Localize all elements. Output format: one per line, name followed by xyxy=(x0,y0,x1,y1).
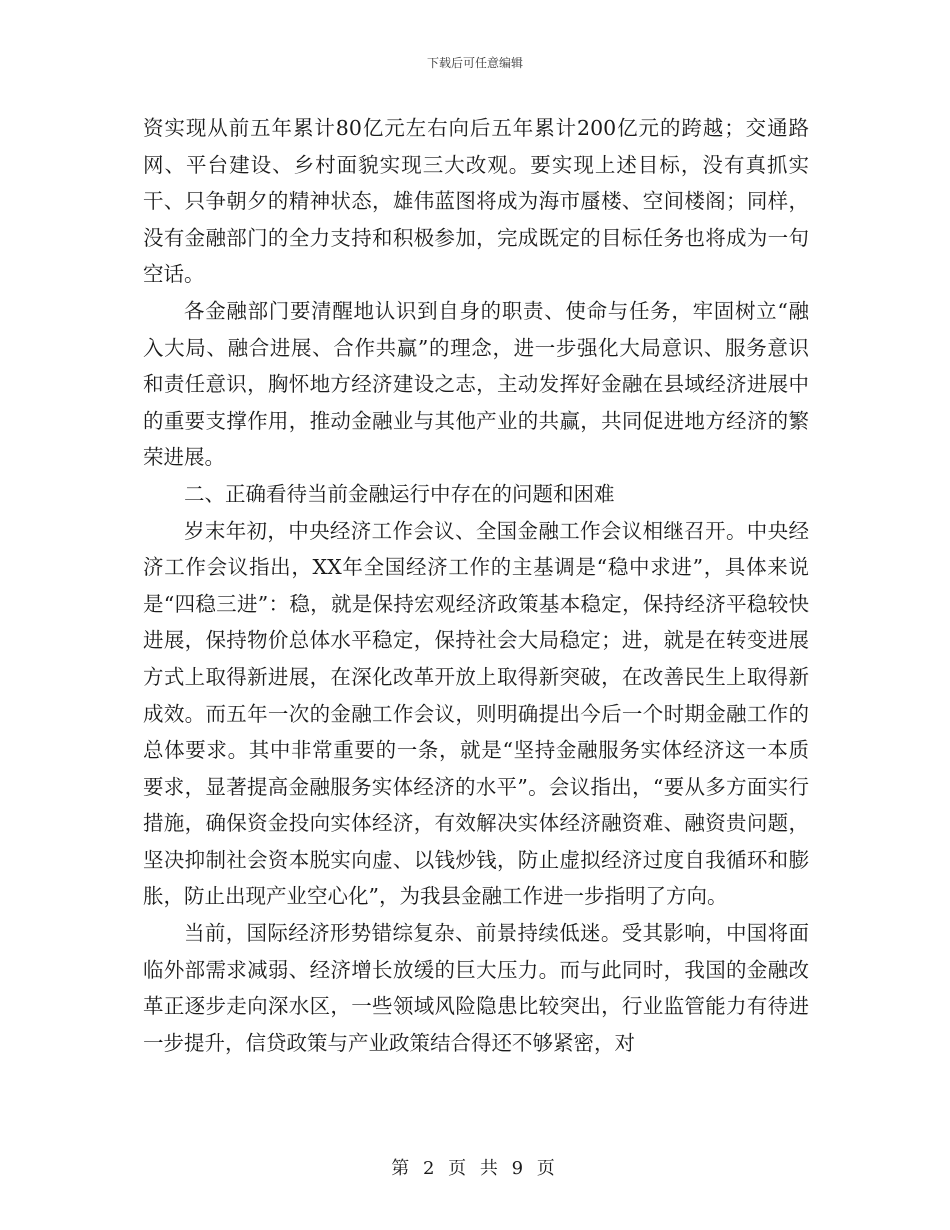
paragraph-continued: 资实现从前五年累计80亿元左右向后五年累计200亿元的跨越；交通路网、平台建设、乡村面貌实现三大改观。要实现上述目标，没有真抓实干、只争朝夕的精神状态，雄伟蓝图将成为海市蜃楼、空间楼阁；同样，没有金融部门的全力支持和积极参加，完成既定的目标任务也将成为一句空话。 xyxy=(143,116,809,287)
document-body xyxy=(143,110,809,1061)
paragraph: 当前，国际经济形势错综复杂、前景持续低迷。受其影响，中国将面临外部需求减弱、经济增长放缓的巨大压力。而与此同时，我国的金融改革正逐步走向深水区，一些领域风险隐患比较突出，行业监管能力有待进一步提升，信贷政策与产业政策结合得还不够紧密，对 xyxy=(143,921,809,1055)
paragraph: 各金融部门要清醒地认识到自身的职责、使命与任务，牢固树立“融入大局、融合进展、合作共赢”的理念，进一步强化大局意识、服务意识和责任意识，胸怀地方经济建设之志，主动发挥好金融在县域经济进展中的重要支撑作用，推动金融业与其他产业的共赢，共同促进地方经济的繁荣进展。 xyxy=(143,298,809,470)
page-header: 下载后可任意编辑 xyxy=(426,56,523,70)
section-heading: 二、正确看待当前金融运行中存在的问题和困难 xyxy=(184,481,615,506)
paragraph: 岁末年初，中央经济工作会议、全国金融工作会议相继召开。中央经济工作会议指出，XX年全国经济工作的主基调是“稳中求进”，具体来说是“四稳三进”：稳，就是保持宏观经济政策基本稳定，保持经济平稳较快进展，保持物价总体水平稳定，保持社会大局稳定；进，就是在转变进展方式上取得新进展，在深化改革开放上取得新突破，在改善民生上取得新成效。而五年一次的金融工作会议，则明确提出今后一个时期金融工作的总体要求。其中非常重要的一条，就是“坚持金融服务实体经济这一本质要求，显著提高金融服务实体经济的水平”。会议指出，“要从多方面实行措施，确保资金投向实体经济，有效解决实体经济融资难、融资贵问题，坚决抑制社会资本脱实向虚、以钱炒钱，防止虚拟经济过度自我循环和膨胀，防止出现产业空心化”，为我县金融工作进一步指明了方向。 xyxy=(143,518,809,909)
page-number-footer: 第 2 页 共 9 页 xyxy=(391,1158,559,1179)
